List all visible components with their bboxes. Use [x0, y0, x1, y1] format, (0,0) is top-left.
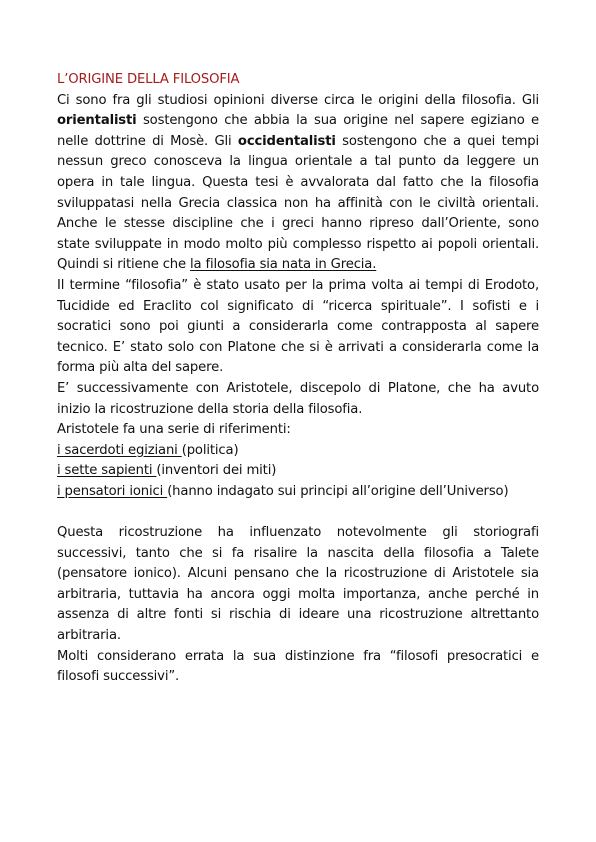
paragraph-references-intro: Aristotele fa una serie di riferimenti:	[57, 422, 291, 438]
reference-term: i sacerdoti egiziani	[57, 442, 182, 458]
reference-note: (politica)	[181, 442, 239, 458]
reference-item	[57, 441, 539, 462]
reference-term: i pensatori ionici	[57, 483, 168, 499]
paragraph-text: sostengono che a quei tempi nessun greco conosceva la lingua orientale a tal punto da leggere un opera in tale lingua. Questa tesi è avvalorata dal fatto che la filosofia sviluppatasi nella Grecia classica non ha affinità con le civiltà orientali. Anche le stesse discipline che i greci hanno ripreso dall’Oriente, sono state sviluppate in modo molto più complesso rispetto ai popoli orientali. Quindi si ritiene che	[57, 133, 539, 273]
blank-line	[57, 502, 539, 523]
document-body	[57, 70, 539, 688]
reference-note: (hanno indagato sui principi all’origine dell’Universo)	[167, 483, 509, 499]
bold-term-orientalisti: orientalisti	[57, 113, 137, 129]
paragraph-origins	[57, 91, 539, 276]
reference-note: (inventori dei miti)	[156, 463, 277, 479]
underlined-conclusion: la filosofia sia nata in Grecia.	[190, 257, 377, 273]
page-title: L’ORIGINE DELLA FILOSOFIA	[57, 72, 240, 87]
paragraph-distinction: Molti considerano errata la sua distinzione fra “filosofi presocratici e filosofi successivi”.	[57, 648, 539, 685]
reference-item	[57, 461, 539, 482]
paragraph-text: sostengono che abbia la sua origine nel sapere egiziano e nelle dottrine di Mosè. Gli	[57, 113, 539, 149]
reference-term: i sette sapienti	[57, 463, 157, 479]
bold-term-occidentalisti: occidentalisti	[237, 133, 336, 149]
paragraph-text: Ci sono fra gli studiosi opinioni diverse circa le origini della filosofia. Gli	[57, 92, 539, 108]
paragraph-term-filosofia: Il termine “filosofia” è stato usato per la prima volta ai tempi di Erodoto, Tucidide ed Eraclito col significato di “ricerca spirituale”. I sofisti e i socratici sono poi giunti a considerarla come contrapposta al sapere tecnico. E’ stato solo con Platone che si è arrivati a considerarla come la forma più alta del sapere.	[57, 277, 539, 376]
paragraph-historiography: Questa ricostruzione ha influenzato notevolmente gli storiografi successivi, tanto che si fa risalire la nascita della filosofia a Talete (pensatore ionico). Alcuni pensano che la ricostruzione di Aristotele sia arbitraria, tuttavia ha ancora oggi molta importanza, anche perché in assenza di altre fonti si rischia di ideare una ricostruzione altrettanto arbitraria.	[57, 525, 539, 644]
reference-item	[57, 482, 539, 503]
paragraph-aristotele: E’ successivamente con Aristotele, discepolo di Platone, che ha avuto inizio la ricostruzione della storia della filosofia.	[57, 380, 539, 417]
